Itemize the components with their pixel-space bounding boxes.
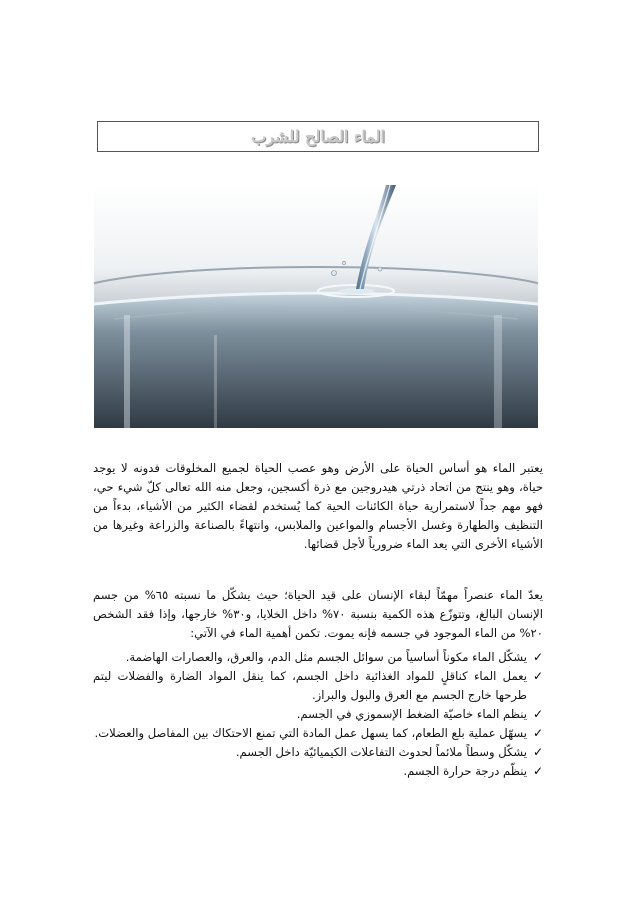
list-item [93,667,543,705]
list-item-text: ينظم الماء خاصيّة الضغط الإسموزي في الجسم. [296,707,527,721]
list-item [93,724,543,743]
checkmark-icon: ✓ [532,745,543,759]
intro-paragraph: يعتبر الماء هو أساس الحياة على الأرض وهو عصب الحياة لجميع المخلوقات فدونه لا يوجد حياة، وهو ينتج من اتحاد ذرتي هيدروجين مع ذرة أكسجين، وجعل منه الله تعالى كلّ شيء حي، فهو مهم جداً لاستمرارية حياة الكائنات الحية كما يُستخدم لقضاء الكثير من الأشياء، بدءاً من التنظيف والطهارة وغسل الأجسام والمواعين والملابس، وانتهاءً بالصناعة والزراعة وغيرها من الأشياء الأخرى التي يعد الماء ضرورياً لأجل قضائها. [93,461,543,551]
importance-list [93,648,543,781]
list-item [93,648,543,667]
list-item-text: يشكّل وسطاً ملائماً لحدوث التفاعلات الكيميائيّة داخل الجسم. [235,745,527,759]
checkmark-icon: ✓ [532,707,543,721]
list-item-text: يسهّل عملية بلع الطعام، كما يسهل عمل المادة التي تمنع الاحتكاك بين المفاصل والعضلات. [94,726,527,740]
checkmark-icon: ✓ [532,650,543,664]
water-glass-photo [94,185,538,428]
list-item-text: يشكّل الماء مكوناً أساسياً من سوائل الجسم مثل الدم، والعرق، والعصارات الهاضمة. [125,650,527,664]
checkmark-icon: ✓ [532,764,543,778]
list-item [93,743,543,762]
checkmark-icon: ✓ [532,726,543,740]
title-box [97,121,539,152]
body-paragraph: يعدّ الماء عنصراً مهمّاً لبقاء الإنسان على قيد الحياة؛ حيث يشكّل ما نسبته ٦٥% من جسم الإنسان البالغ، وتتوزّع هذه الكمية بنسبة ٧٠% داخل الخلايا، و٣٠% خارجها، وإذا فقد الشخص ٢٠% من الماء الموجود في جسمه فإنه يموت. تكمن أهمية الماء في الآتي: [93,588,543,640]
list-item [93,705,543,724]
page-title: الماء الصالح للشرب [251,127,385,146]
list-item [93,762,543,781]
list-item-text: يعمل الماء كناقلٍ للمواد الغذائية داخل الجسم، كما ينقل المواد الضارة والفضلات ليتم طرحها خارج الجسم مع العرق والبول والبراز. [93,669,527,702]
checkmark-icon: ✓ [532,669,543,683]
list-item-text: ينظّم درجة حرارة الجسم. [403,764,527,778]
